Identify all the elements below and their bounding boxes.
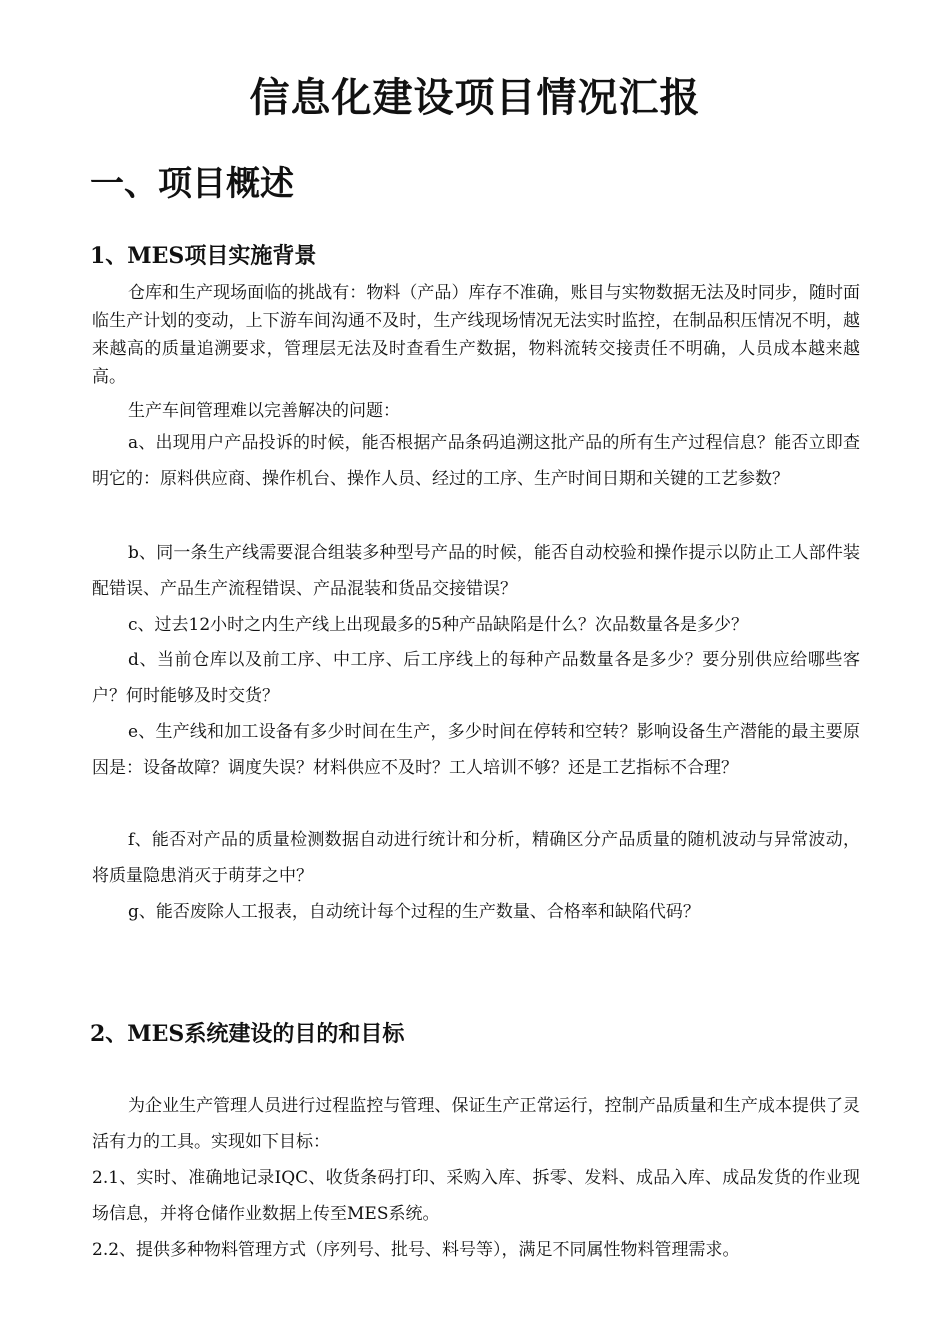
subsection-heading-goals: 2、MES系统建设的目的和目标 [90,1021,405,1047]
goals-intro: 为企业生产管理人员进行过程监控与管理、保证生产正常运行，控制产品质量和生产成本提供了灵活有力的工具。实现如下目标： [92,1096,860,1152]
subsection-heading-background: 1、MES项目实施背景 [90,243,317,269]
section-heading-overview: 一、项目概述 [90,164,294,204]
question-d: d、当前仓库以及前工序、中工序、后工序线上的每种产品数量各是多少？要分别供应给哪些客户？何时能够及时交货？ [92,650,860,706]
goal-2-2: 2.2、提供多种物料管理方式（序列号、批号、料号等），满足不同属性物料管理需求。 [92,1240,740,1260]
question-a: a、出现用户产品投诉的时候，能否根据产品条码追溯这批产品的所有生产过程信息？能否立即查明它的：原料供应商、操作机台、操作人员、经过的工序、生产时间日期和关键的工艺参数？ [92,433,860,489]
background-paragraph: 仓库和生产现场面临的挑战有：物料（产品）库存不准确，账目与实物数据无法及时同步，随时面临生产计划的变动，上下游车间沟通不及时，生产线现场情况无法实时监控，在制品积压情况不明，越来越高的质量追溯要求，管理层无法及时查看生产数据，物料流转交接责任不明确，人员成本越来越高。 [92,283,860,387]
goal-2-1: 2.1、实时、准确地记录IQC、收货条码打印、采购入库、拆零、发料、成品入库、成品发货的作业现场信息，并将仓储作业数据上传至MES系统。 [92,1168,860,1224]
question-g: g、能否废除人工报表，自动统计每个过程的生产数量、合格率和缺陷代码？ [128,902,700,922]
problems-intro: 生产车间管理难以完善解决的问题： [128,401,400,421]
question-b: b、同一条生产线需要混合组装多种型号产品的时候，能否自动校验和操作提示以防止工人部件装配错误、产品生产流程错误、产品混装和货品交接错误？ [92,543,860,599]
document-title: 信息化建设项目情况汇报 [249,74,701,121]
question-f: f、能否对产品的质量检测数据自动进行统计和分析，精确区分产品质量的随机波动与异常波动，将质量隐患消灭于萌芽之中？ [92,830,860,886]
question-c: c、过去12小时之内生产线上出现最多的5种产品缺陷是什么？次品数量各是多少？ [128,615,748,635]
question-e: e、生产线和加工设备有多少时间在生产，多少时间在停转和空转？影响设备生产潜能的最主要原因是：设备故障？调度失误？材料供应不及时？工人培训不够？还是工艺指标不合理？ [92,722,860,778]
